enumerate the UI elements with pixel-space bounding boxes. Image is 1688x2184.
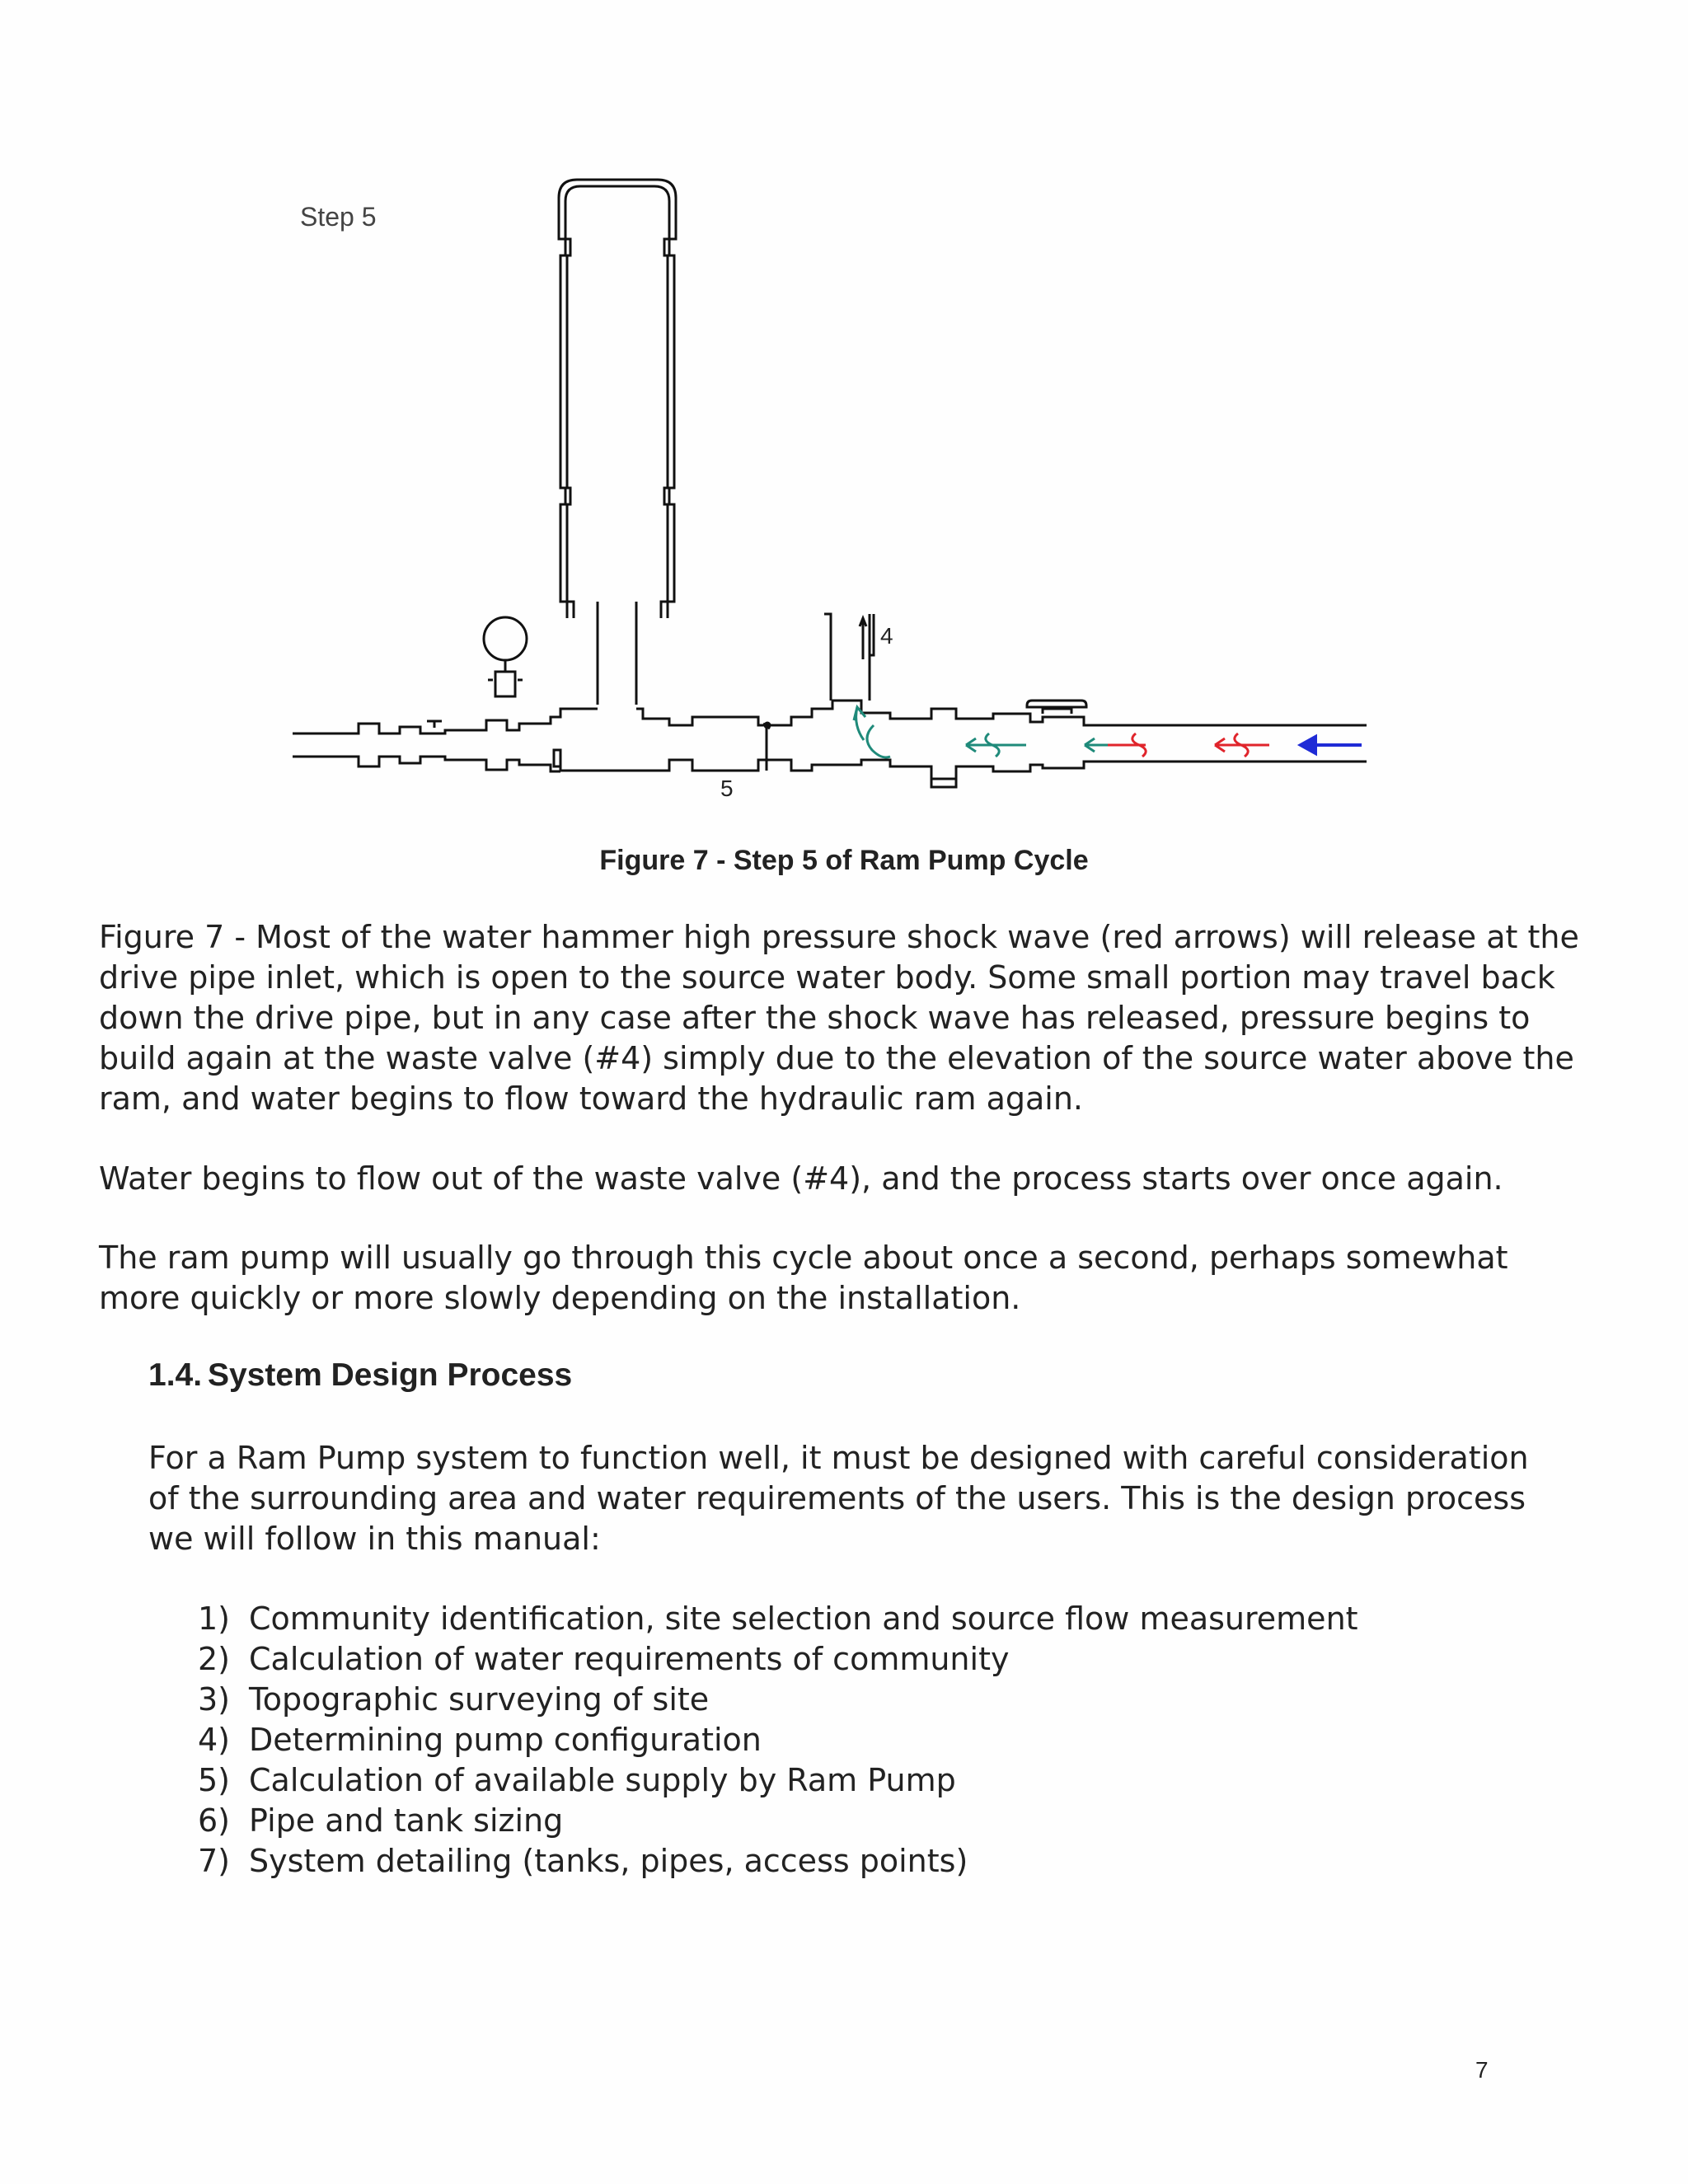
list-item: 7) System detailing (tanks, pipes, access points) [198,1843,968,1879]
paragraph-cycle-rate: The ram pump will usually go through this cycle about once a second, perhaps somewhat more quickly or more slowly depending on the installation. [99,1240,1508,1316]
list-item: 4) Determining pump configuration [198,1722,762,1758]
waste-valve [824,614,874,701]
section-title: System Design Process [208,1357,573,1393]
paragraph-shock-wave: Figure 7 - Most of the water hammer high pressure shock wave (red arrows) will release at the drive pipe inlet, which is open to the source water body. Some small portion may travel back down the drive pipe, but in any case after the shock wave has released, pressure begins to build again at the waste valve (#4) simply due to the elevation of the source water above the ram, and water begins to flow toward the hydraulic ram again. [99,919,1579,1117]
air-chamber [559,180,676,618]
list-item: 3) Topographic surveying of site [198,1681,710,1718]
delivery-pipe [293,709,598,733]
teal-arrow-waste [854,707,890,757]
red-arrow-2 [1215,733,1269,757]
list-item: 5) Calculation of available supply by Ram Pump [198,1762,956,1798]
list-item: 2) Calculation of water requirements of community [198,1641,1010,1677]
blue-arrow [1301,737,1362,753]
section-number: 1.4. [148,1357,203,1393]
list-item: 6) Pipe and tank sizing [198,1802,564,1839]
section-heading [148,1357,572,1394]
air-chamber-inner [565,186,669,618]
chamber-number-label: 5 [720,776,734,801]
figure-caption: Figure 7 - Step 5 of Ram Pump Cycle [599,845,1089,876]
valve-number-label: 4 [880,623,893,649]
figure-step-label: Step 5 [300,202,377,232]
paragraph-water-flow: Water begins to flow out of the waste valve (#4), and the process starts over once again. [99,1160,1503,1197]
paragraph-design-intro: For a Ram Pump system to function well, it must be designed with careful consideration of the surrounding area and water requirements of the users. This is the design process we will follow in this manual: [148,1440,1529,1557]
ram-pump-diagram [280,161,1385,812]
check-valve [763,724,770,771]
page-number: 7 [1475,2057,1489,2083]
list-item: 1) Community identification, site selection and source flow measurement [198,1601,1358,1637]
red-arrow-1 [1108,733,1146,757]
pump-body [636,701,1109,725]
design-steps-list [198,1599,1358,1882]
supply-valve [1027,701,1086,714]
teal-arrow-1 [966,733,1026,757]
pressure-gauge [484,617,527,660]
